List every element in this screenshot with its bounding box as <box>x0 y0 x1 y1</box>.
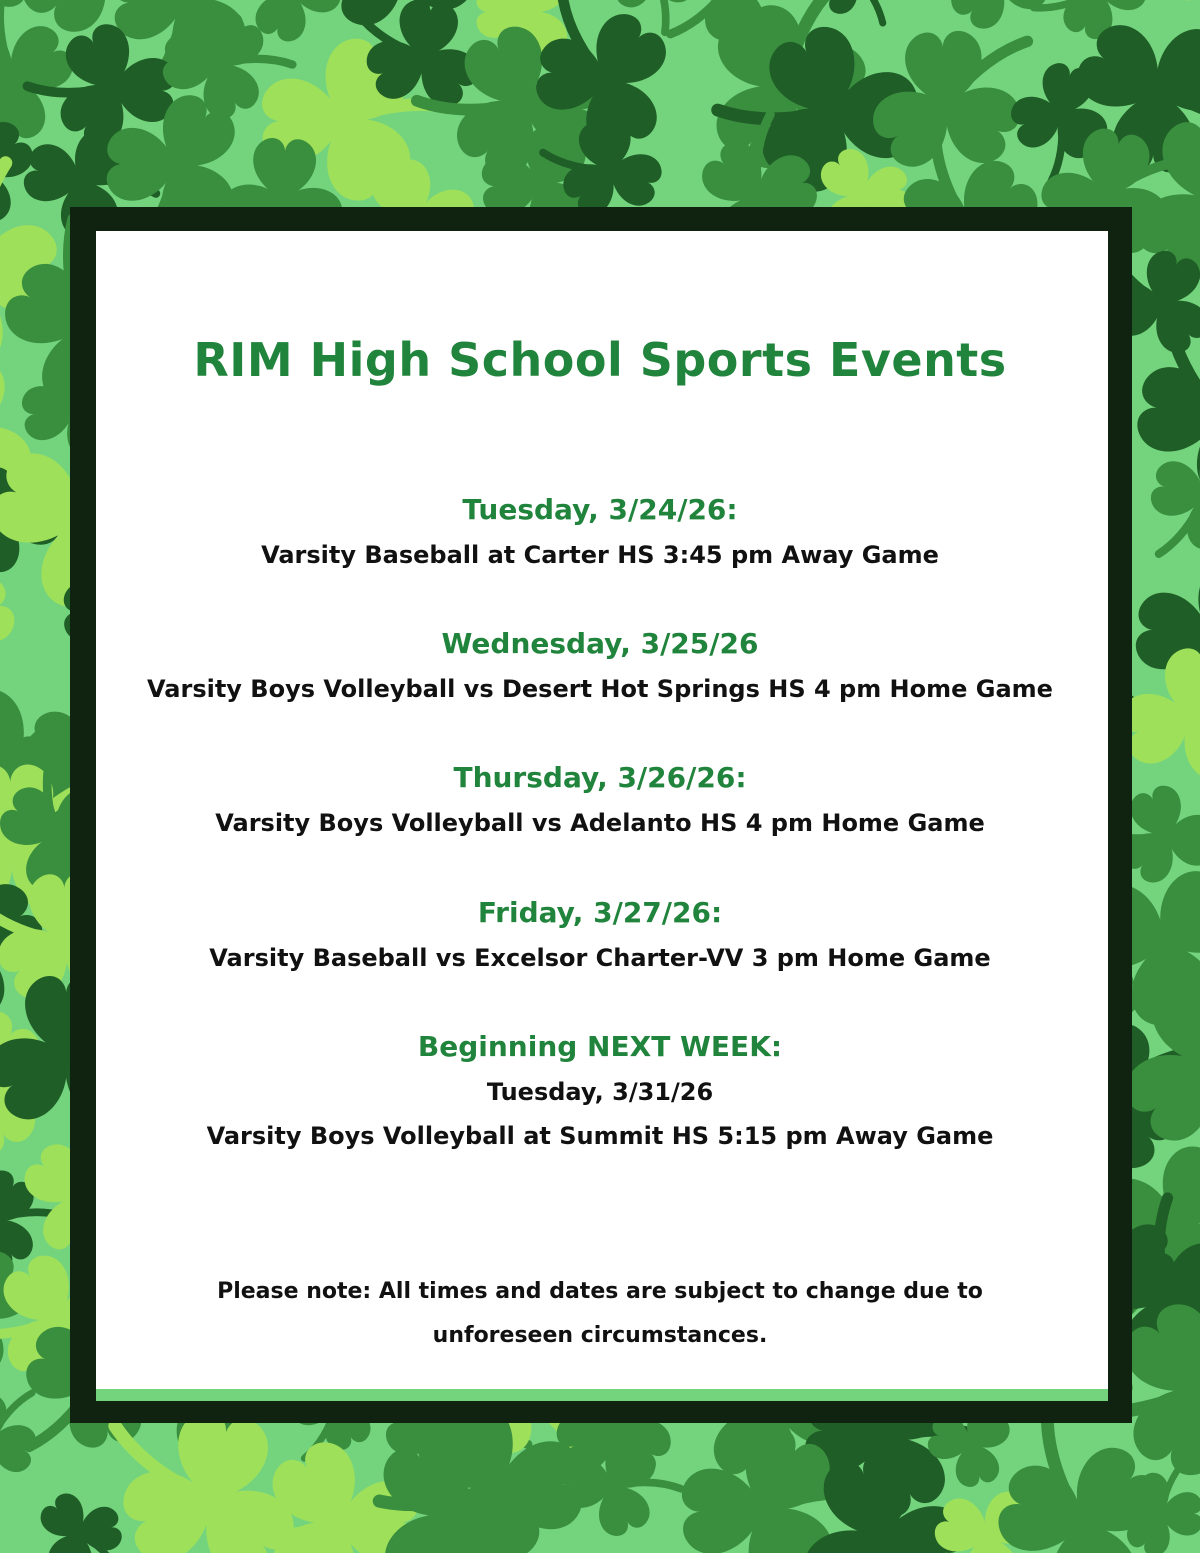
event-detail: Varsity Boys Volleyball at Summit HS 5:15 pm Away Game <box>206 1122 994 1150</box>
event-friday <box>0 890 1200 980</box>
event-tuesday <box>0 487 1200 577</box>
event-detail: Varsity Boys Volleyball vs Desert Hot Springs HS 4 pm Home Game <box>147 675 1053 703</box>
event-detail: Varsity Baseball vs Excelsor Charter-VV 3 pm Home Game <box>209 944 991 972</box>
disclaimer-line-1: Please note: All times and dates are subject to change due to <box>217 1279 983 1304</box>
event-detail-date: Tuesday, 3/31/26 <box>486 1078 714 1106</box>
event-next-week <box>0 1024 1200 1158</box>
event-wednesday <box>0 621 1200 711</box>
event-day-heading: Friday, 3/27/26: <box>477 896 723 929</box>
page-title: RIM High School Sports Events <box>193 333 1007 387</box>
disclaimer-note <box>0 1270 1200 1358</box>
event-detail: Varsity Baseball at Carter HS 3:45 pm Away Game <box>261 541 939 569</box>
event-day-heading: Wednesday, 3/25/26 <box>441 627 759 660</box>
event-day-heading: Thursday, 3/26/26: <box>453 761 747 794</box>
event-day-heading: Beginning NEXT WEEK: <box>417 1030 783 1063</box>
disclaimer-line-2: unforeseen circumstances. <box>432 1323 768 1348</box>
event-thursday <box>0 755 1200 845</box>
event-detail: Varsity Boys Volleyball vs Adelanto HS 4 pm Home Game <box>215 809 985 837</box>
event-day-heading: Tuesday, 3/24/26: <box>462 493 738 526</box>
